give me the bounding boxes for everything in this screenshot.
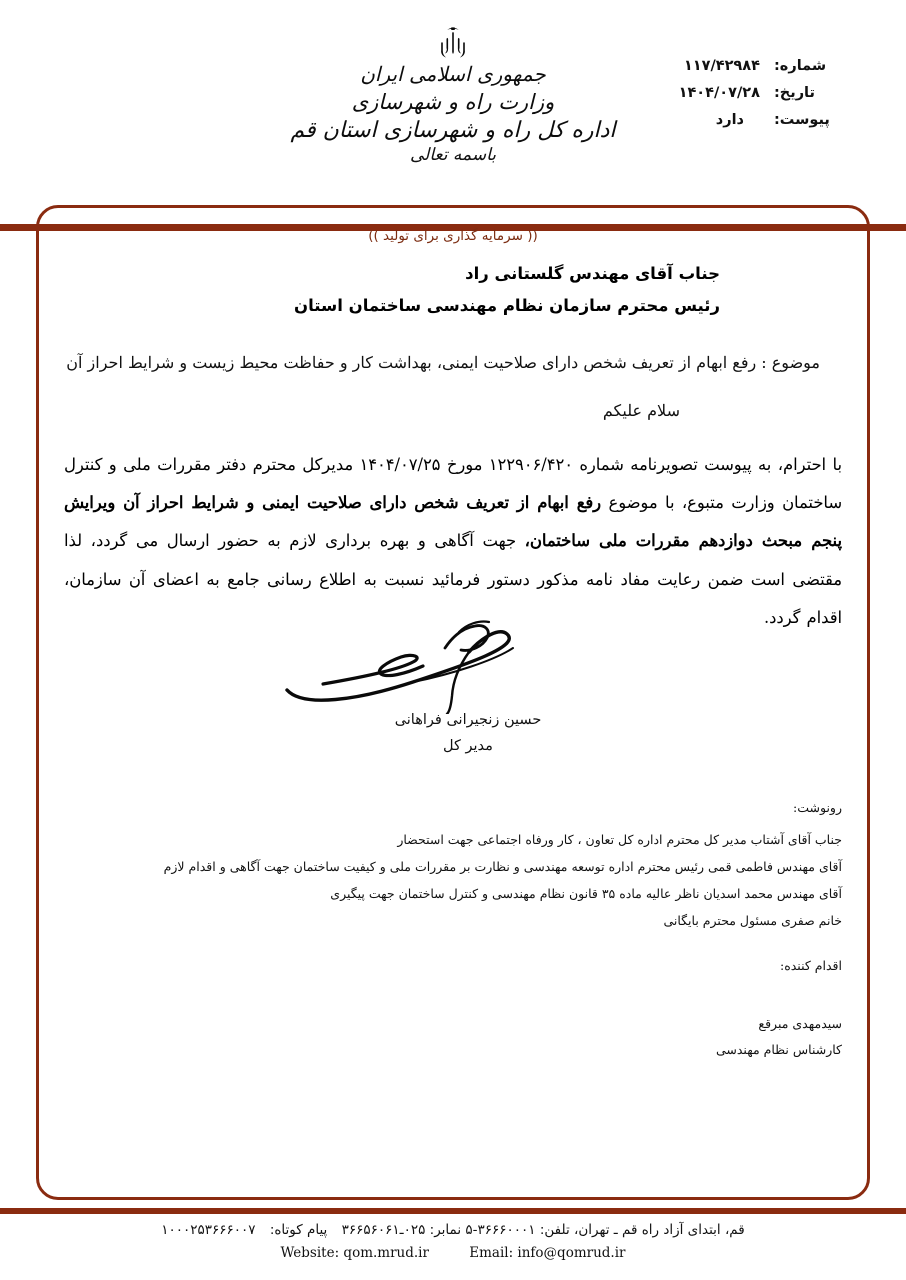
carbon-copy-block — [142, 800, 842, 935]
signatory-title: مدیر کل — [443, 738, 493, 754]
paragraph-emphasis: رفع ابهام از تعریف شخص دارای صلاحیت ایمنی و شرایط احراز آن ویرایش پنجم مبحث دوازدهم مقررات ملی ساختمان، — [64, 493, 842, 551]
year-slogan: (( سرمایه گذاری برای تولید )) — [368, 228, 538, 244]
letter-body — [64, 250, 842, 637]
basmala-invocation: باسمه تعالی — [410, 145, 496, 165]
addressee-title: رئیس محترم سازمان نظام مهندسی ساختمان استان — [294, 296, 720, 316]
org-name-department: اداره کل راه و شهرسازی استان قم — [290, 118, 616, 143]
document-date-value: ۱۴۰۴/۰۷/۲۸ — [678, 85, 760, 101]
addressee-name: جناب آقای مهندس گلستانی راد — [465, 264, 720, 283]
document-number-value: ۱۱۷/۴۲۹۸۴ — [683, 58, 760, 74]
footer-divider-rule — [0, 1208, 906, 1214]
cc-item: خانم صفری مسئول محترم بایگانی — [663, 912, 842, 928]
subject-line: موضوع : رفع ابهام از تعریف شخص دارای صلاحیت ایمنی، بهداشت کار و حفاظت محیط زیست و شرایط احراز آن — [66, 353, 820, 373]
footer-web-line — [0, 1245, 906, 1261]
cc-item: جناب آقای آشتاب مدیر کل محترم اداره کل تعاون ، کار ورفاه اجتماعی جهت استحضار — [397, 832, 842, 847]
letterhead — [0, 0, 906, 250]
greeting-line: سلام علیکم — [602, 400, 680, 420]
document-attachment-value: دارد — [715, 112, 744, 128]
cc-item: آقای مهندس فاطمی قمی رئیس محترم اداره توسعه مهندسی و نظارت بر مقررات ملی و کیفیت ساختمان جهت آگاهی و اقدام لازم — [163, 858, 842, 874]
footer-sms-label: پیام کوتاه: — [269, 1222, 328, 1238]
signature-mark-icon — [40, 618, 906, 714]
paragraph-part-two: جهت آگاهی و بهره برداری لازم به حضور ارسال می گردد، لذا مقتضی است ضمن رعایت مفاد نامه مذکور دستور فرمائید نسبت به اطلاع رسانی جامع به اعضای آن سازمان، اقدام گردد. — [64, 531, 842, 627]
action-taker-block — [142, 958, 842, 1064]
cc-item: آقای مهندس محمد اسدیان ناظر عالیه ماده ۳۵ قانون نظام مهندسی و کنترل ساختمان جهت پیگیری — [330, 885, 842, 901]
footer-address: قم، ابتدای آزاد راه قم ـ تهران، تلفن: ۳۶۶۶۰۰۰۱-۵ نمابر: ۰۲۵ـ۳۶۶۵۶۰۶۱ — [341, 1222, 745, 1238]
action-taker-title: کارشناس نظام مهندسی — [715, 1042, 842, 1058]
organization-names — [0, 62, 906, 165]
signatory-name: حسین زنجیرانی فراهانی — [394, 712, 542, 728]
document-number-label: شماره: — [774, 58, 827, 74]
action-taker-name: سیدمهدی مبرقع — [758, 1016, 842, 1031]
footer-contact-block — [0, 1222, 906, 1261]
footer-email[interactable]: Email: info@qomrud.ir — [469, 1245, 626, 1261]
letter-paragraph — [64, 446, 842, 637]
org-name-country: جمهوری اسلامی ایران — [360, 62, 546, 86]
footer-address-line — [0, 1222, 906, 1238]
addressee-block — [64, 258, 842, 322]
action-taker-heading: اقدام کننده: — [779, 958, 842, 973]
org-name-ministry: وزارت راه و شهرسازی — [351, 90, 555, 114]
paragraph-part-one: با احترام، به پیوست تصویرنامه شماره ۱۲۲۹۰۶/۴۲۰ مورخ ۱۴۰۴/۰۷/۲۵ مدیرکل محترم دفتر مقررات ملی و کنترل ساختمان وزارت متبوع، با موضوع — [64, 454, 842, 513]
document-attachment-label: پیوست: — [774, 112, 830, 128]
cc-heading: رونوشت: — [793, 800, 842, 815]
document-date-label: تاریخ: — [774, 85, 815, 101]
signature-block — [0, 618, 906, 754]
footer-website[interactable]: Website: qom.mrud.ir — [280, 1245, 429, 1261]
footer-sms-value: ۱۰۰۰۲۵۳۶۶۶۰۰۷ — [161, 1222, 256, 1238]
